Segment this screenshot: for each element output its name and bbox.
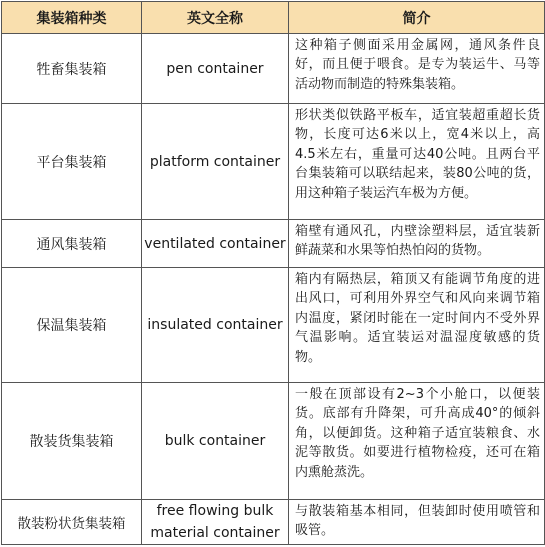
english-name-cell: platform container <box>142 104 289 220</box>
english-name-cell: ventilated container <box>142 220 289 268</box>
table-row <box>2 500 545 545</box>
container-type-cell: 通风集装箱 <box>2 220 142 268</box>
english-name-cell: free flowing bulk material container <box>142 500 289 545</box>
container-types-table <box>1 1 545 545</box>
description-cell: 箱内有隔热层，箱顶又有能调节角度的进出风口，可利用外界空气和风向来调节箱内温度，紧闭时能在一定时间内不受外界气温影响。适宜装运对温湿度敏感的货物。 <box>289 268 545 383</box>
container-type-cell: 牲畜集装箱 <box>2 34 142 104</box>
container-type-cell: 散装粉状货集装箱 <box>2 500 142 545</box>
header-row <box>2 2 545 34</box>
description-cell: 与散装箱基本相同，但装卸时使用喷管和吸管。 <box>289 500 545 545</box>
table-row <box>2 104 545 220</box>
english-name-cell: pen container <box>142 34 289 104</box>
table-row <box>2 34 545 104</box>
container-type-cell: 平台集装箱 <box>2 104 142 220</box>
description-cell: 这种箱子侧面采用金属网，通风条件良好，而且便于喂食。是专为装运牛、马等活动物而制造的特殊集装箱。 <box>289 34 545 104</box>
description-cell: 箱壁有通风孔，内壁涂塑料层，适宜装新鲜蔬菜和水果等怕热怕闷的货物。 <box>289 220 545 268</box>
table-row <box>2 268 545 383</box>
container-type-cell: 保温集装箱 <box>2 268 142 383</box>
description-cell: 一般在顶部设有2~3个小舱口，以便装货。底部有升降架，可升高成40°的倾斜角，以便卸货。这种箱子适宜装粮食、水泥等散货。如要进行植物检疫，还可在箱内熏舱蒸洗。 <box>289 383 545 500</box>
english-name-cell: bulk container <box>142 383 289 500</box>
header-english-name: 英文全称 <box>142 2 289 34</box>
description-cell: 形状类似铁路平板车，适宜装超重超长货物，长度可达6米以上，宽4米以上，高4.5米左右，重量可达40公吨。且两台平台集装箱可以联结起来，装80公吨的货，用这种箱子装运汽车极为方便。 <box>289 104 545 220</box>
container-type-cell: 散装货集装箱 <box>2 383 142 500</box>
table-row <box>2 383 545 500</box>
header-type: 集装箱种类 <box>2 2 142 34</box>
english-name-cell: insulated container <box>142 268 289 383</box>
header-description: 简介 <box>289 2 545 34</box>
table-row <box>2 220 545 268</box>
